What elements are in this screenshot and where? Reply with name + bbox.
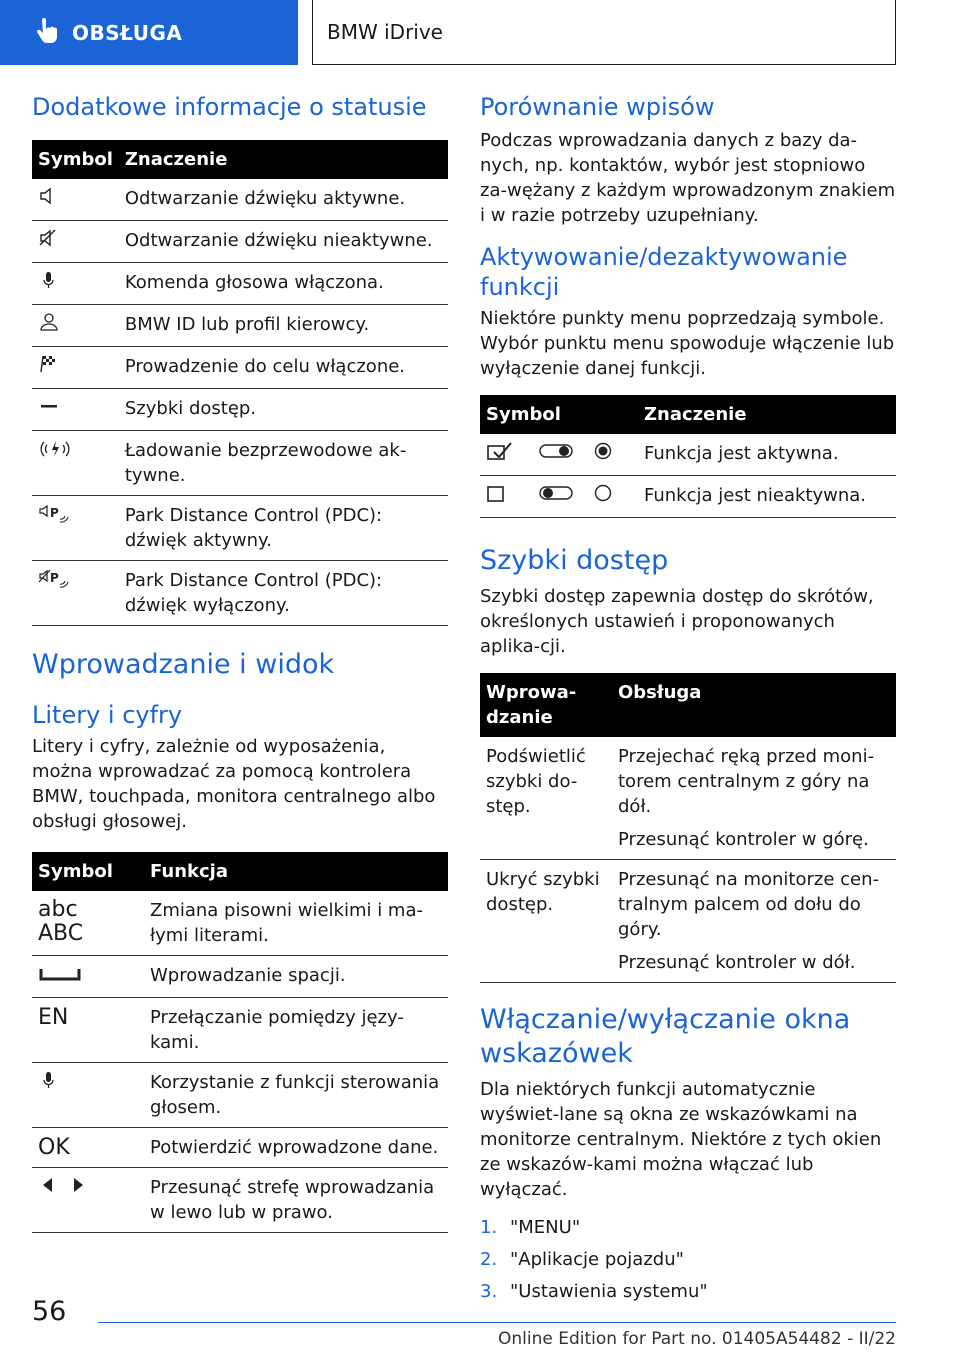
table-row	[32, 561, 448, 626]
function-text: Wprowadzanie spacji.	[144, 956, 448, 998]
col-operation: Obsługa	[612, 673, 896, 737]
table-row	[32, 891, 448, 956]
compare-heading: Porównanie wpisów	[480, 93, 715, 121]
table-row	[480, 434, 896, 476]
step-text: "Ustawienia systemu"	[510, 1281, 708, 1302]
list-item	[480, 1212, 896, 1244]
checkbox-empty-icon	[486, 483, 516, 510]
dash-icon	[38, 396, 60, 423]
compare-text: Podczas wprowadzania danych z bazy da-nych, np. kontaktów, wybór jest stopniowo za-wężany z każdym wprowadzonym znakiem i w razie potrzeby uzupełniany.	[480, 130, 896, 226]
speaker-muted-icon	[38, 228, 60, 255]
list-item	[480, 1244, 896, 1276]
status-table	[32, 140, 448, 626]
list-item	[480, 1276, 896, 1308]
checkbox-checked-icon	[486, 441, 516, 468]
operation-text: Przejechać ręką przed moni-torem centralnym z góry na dół.	[618, 746, 875, 817]
table-header-row	[32, 140, 448, 179]
col-input: Wprowa-dzanie	[480, 673, 612, 737]
microphone-icon	[38, 270, 60, 297]
steps-list	[480, 1212, 896, 1308]
status-text: Prowadzenie do celu włączone.	[119, 347, 448, 389]
input-subheading: Litery i cyfry	[32, 701, 183, 729]
toggle-on-icon	[538, 441, 574, 468]
col-meaning: Znaczenie	[638, 395, 896, 434]
meaning-text: Funkcja jest aktywna.	[638, 434, 896, 476]
input-intro: Litery i cyfry, zależnie od wyposażenia, można wprowadzać za pomocą kontrolera BMW, touchpada, monitora centralnego albo obsługi głosowej.	[32, 736, 436, 832]
status-text: Odtwarzanie dźwięku nieaktywne.	[119, 221, 448, 263]
table-row	[32, 1063, 448, 1128]
language-symbol: EN	[32, 998, 144, 1063]
operation-text: Przesunąć na monitorze cen-tralnym palcem od dołu do góry.	[618, 869, 880, 940]
quick-heading: Szybki dostęp	[480, 545, 669, 576]
table-row	[32, 389, 448, 431]
col-meaning: Znaczenie	[119, 140, 448, 179]
col-symbol: Symbol	[32, 852, 144, 891]
activate-heading: Aktywowanie/dezaktywowanie funkcji	[480, 243, 848, 301]
step-text: "MENU"	[510, 1217, 581, 1238]
status-text: Park Distance Control (PDC): dźwięk aktywny.	[119, 496, 448, 561]
function-text: Zmiana pisowni wielkimi i ma-łymi literami.	[144, 891, 448, 956]
toggle-off-icon	[538, 483, 574, 510]
user-profile-icon	[38, 312, 60, 339]
input-text: Podświetlić szybki do-stęp.	[480, 737, 612, 860]
table-row	[32, 347, 448, 389]
table-row	[32, 496, 448, 561]
status-heading: Dodatkowe informacje o statusie	[32, 93, 427, 121]
table-row	[32, 305, 448, 347]
radio-off-icon	[593, 483, 613, 510]
step-text: "Aplikacje pojazdu"	[510, 1249, 684, 1270]
pdc-sound-off-icon	[38, 568, 72, 597]
status-text: Odtwarzanie dźwięku aktywne.	[119, 179, 448, 221]
activate-table	[480, 395, 896, 518]
step-number: 3.	[480, 1281, 498, 1302]
table-row	[32, 263, 448, 305]
col-function: Funkcja	[144, 852, 448, 891]
input-text: Ukryć szybki dostęp.	[480, 860, 612, 983]
input-table	[32, 852, 448, 1233]
table-row	[480, 737, 896, 860]
footer: Online Edition for Part no. 01405A54482 - II/22	[98, 1322, 896, 1349]
table-header-row	[32, 852, 448, 891]
chapter-title: BMW iDrive	[312, 0, 896, 65]
activate-text: Niektóre punkty menu poprzedzają symbole. Wybór punktu menu spowoduje włączenie lub wyłączenie danej funkcji.	[480, 308, 895, 379]
table-row	[32, 956, 448, 998]
operation-text: Przesunąć kontroler w dół.	[618, 952, 856, 973]
microphone-icon	[38, 1070, 60, 1097]
function-text: Przełączanie pomiędzy języ-kami.	[144, 998, 448, 1063]
table-row	[32, 1128, 448, 1168]
table-row	[32, 179, 448, 221]
uppercase-symbol: ABC	[38, 921, 84, 946]
section-tab-label: OBSŁUGA	[72, 20, 183, 45]
table-row	[480, 476, 896, 518]
function-text: Przesunąć strefę wprowadzania w lewo lub w prawo.	[144, 1168, 448, 1233]
hints-text: Dla niektórych funkcji automatycznie wyświet-lane są okna ze wskazówkami na monitorze centralnym. Niektóre z tych okien ze wskazów-kami można włączać lub wyłączać.	[480, 1079, 882, 1200]
hand-pointer-icon	[36, 18, 58, 48]
function-text: Korzystanie z funkcji sterowania głosem.	[144, 1063, 448, 1128]
table-row	[32, 431, 448, 496]
left-right-arrows-icon	[38, 1175, 88, 1202]
svg-text:P: P	[50, 571, 59, 585]
status-text: BMW ID lub profil kierowcy.	[119, 305, 448, 347]
function-text: Potwierdzić wprowadzone dane.	[144, 1128, 448, 1168]
section-tab	[0, 0, 298, 65]
table-row	[480, 860, 896, 983]
table-header-row	[480, 395, 896, 434]
table-header-row	[480, 673, 896, 737]
hints-heading: Włączanie/wyłączanie okna wskazówek	[480, 1004, 851, 1069]
quick-text: Szybki dostęp zapewnia dostęp do skrótów, określonych ustawień i proponowanych aplika-cji.	[480, 586, 874, 657]
table-row	[32, 998, 448, 1063]
quick-table	[480, 673, 896, 983]
right-column	[480, 92, 896, 1308]
pdc-sound-on-icon	[38, 503, 72, 532]
table-row	[32, 1168, 448, 1233]
svg-text:P: P	[50, 506, 59, 520]
wireless-charging-icon	[38, 438, 72, 467]
step-number: 2.	[480, 1249, 498, 1270]
status-text: Komenda głosowa włączona.	[119, 263, 448, 305]
left-column	[32, 92, 448, 1233]
route-guidance-icon	[38, 354, 60, 381]
ok-symbol: OK	[32, 1128, 144, 1168]
meaning-text: Funkcja jest nieaktywna.	[638, 476, 896, 518]
radio-on-icon	[593, 441, 613, 468]
speaker-icon	[38, 186, 60, 213]
col-symbol: Symbol	[480, 395, 638, 434]
status-text: Ładowanie bezprzewodowe ak-tywne.	[119, 431, 448, 496]
input-heading: Wprowadzanie i widok	[32, 649, 335, 680]
space-icon	[38, 963, 82, 990]
table-row	[32, 221, 448, 263]
lowercase-symbol: abc	[38, 897, 78, 922]
status-text: Szybki dostęp.	[119, 389, 448, 431]
operation-text: Przesunąć kontroler w górę.	[618, 829, 869, 850]
status-text: Park Distance Control (PDC): dźwięk wyłączony.	[119, 561, 448, 626]
page-number: 56	[32, 1296, 67, 1327]
step-number: 1.	[480, 1217, 498, 1238]
col-symbol: Symbol	[32, 140, 119, 179]
